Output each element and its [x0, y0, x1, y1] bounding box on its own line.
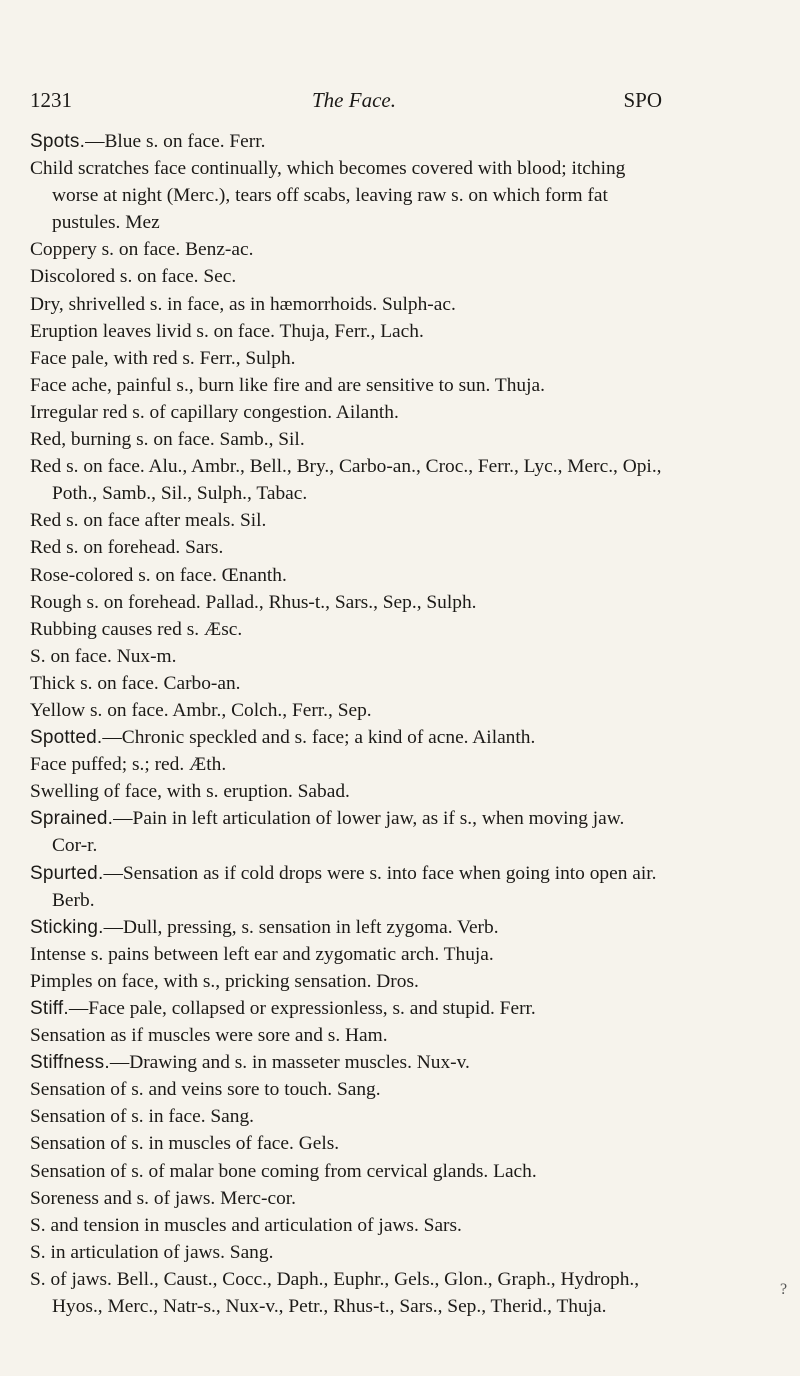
entry-heading: Spots.: [30, 131, 86, 152]
repertory-entries: [30, 128, 662, 1320]
entry-sub: [30, 941, 662, 968]
entry-sub: [30, 534, 662, 561]
entry-heading: Spurted.: [30, 862, 104, 884]
entry-sub: [30, 1158, 662, 1185]
entry-text: —Chronic speckled and s. face; a kind of acne. Ailanth.: [102, 727, 536, 749]
entry-heading: Sticking.: [30, 916, 104, 938]
entry-text: Sensation of s. in muscles of face. Gels.: [30, 1133, 340, 1155]
entry-heading: Sprained.: [30, 808, 114, 830]
entry-text: Irregular red s. of capillary congestion. Ailanth.: [30, 401, 399, 423]
entry-text: Pimples on face, with s., pricking sensation. Dros.: [30, 970, 419, 992]
entry-sub: [30, 778, 662, 805]
entry-sub: [30, 318, 662, 345]
entry-text: —Face pale, collapsed or expressionless, s. and stupid. Ferr.: [68, 998, 536, 1019]
entry-text: S. of jaws. Bell., Caust., Cocc., Daph., Euphr., Gels., Glon., Graph., Hydroph., Hyos., Merc., Natr-s., Nux-v., Petr., Rhus-t., Sars., Sep., Therid., Thuja.: [30, 1268, 640, 1318]
entry-sub: [30, 1022, 662, 1049]
page-header: [30, 86, 662, 114]
entry-text: Sensation of s. of malar bone coming from cervical glands. Lach.: [30, 1160, 537, 1182]
page-number: 1231: [30, 88, 72, 112]
entry-text: S. and tension in muscles and articulation of jaws. Sars.: [30, 1214, 462, 1236]
entry-sub: [30, 1130, 662, 1157]
entry-heading: Stiffness.: [30, 1052, 110, 1074]
entry-sub: [30, 236, 662, 263]
entry-text: Red s. on face. Alu., Ambr., Bell., Bry., Carbo-an., Croc., Ferr., Lyc., Merc., Opi., Poth., Samb., Sil., Sulph., Tabac.: [30, 456, 662, 505]
entry-main: [30, 914, 662, 941]
entry-sub: [30, 507, 662, 534]
entry-text: Sensation of s. and veins sore to touch. Sang.: [30, 1079, 381, 1101]
entry-text: Intense s. pains between left ear and zygomatic arch. Thuja.: [30, 943, 494, 965]
entry-text: Red, burning s. on face. Samb., Sil.: [30, 429, 305, 451]
entry-text: Face ache, painful s., burn like fire and are sensitive to sun. Thuja.: [30, 374, 545, 396]
entry-heading: Stiff.: [30, 998, 69, 1019]
entry-sub: [30, 697, 662, 724]
entry-text: Discolored s. on face. Sec.: [30, 266, 237, 288]
entry-sub: [30, 399, 662, 426]
entry-main: [30, 128, 662, 155]
entry-text: —Drawing and s. in masseter muscles. Nux-v.: [109, 1052, 470, 1074]
entry-sub: [30, 1076, 662, 1103]
entry-text: Soreness and s. of jaws. Merc-cor.: [30, 1187, 297, 1209]
entry-sub: [30, 643, 662, 670]
entry-sub: [30, 589, 662, 616]
margin-mark: ?: [780, 1281, 788, 1298]
entry-sub: [30, 263, 662, 290]
entry-text: Thick s. on face. Carbo-an.: [30, 672, 241, 694]
entry-sub: [30, 155, 662, 236]
entry-sub: [30, 1239, 662, 1266]
entry-sub: [30, 968, 662, 995]
entry-text: Swelling of face, with s. eruption. Sabad.: [30, 781, 350, 803]
entry-text: Rubbing causes red s. Æsc.: [30, 618, 243, 640]
entry-text: Eruption leaves livid s. on face. Thuja, Ferr., Lach.: [30, 320, 424, 342]
entry-text: Red s. on forehead. Sars.: [30, 537, 224, 559]
entry-main: [30, 805, 662, 859]
entry-text: —Dull, pressing, s. sensation in left zygoma. Verb.: [103, 916, 499, 938]
entry-sub: [30, 291, 662, 318]
entry-sub: [30, 616, 662, 643]
entry-text: Sensation as if muscles were sore and s. Ham.: [30, 1025, 388, 1047]
entry-main: [30, 860, 662, 914]
entry-sub: [30, 1185, 662, 1212]
entry-text: Child scratches face continually, which becomes covered with blood; itching worse at night (Merc.), tears off scabs, leaving raw s. on which form fat pustules. Mez: [30, 158, 626, 234]
entry-text: —Pain in left articulation of lower jaw, as if s., when moving jaw. Cor-r.: [52, 808, 625, 857]
entry-text: Dry, shrivelled s. in face, as in hæmorrhoids. Sulph-ac.: [30, 293, 456, 315]
entry-main: [30, 995, 662, 1022]
entry-sub: [30, 345, 662, 372]
entry-sub: [30, 751, 662, 778]
entry-sub: [30, 453, 662, 507]
entry-text: Face pale, with red s. Ferr., Sulph.: [30, 347, 296, 369]
entry-text: Face puffed; s.; red. Æth.: [30, 754, 227, 776]
entry-sub: [30, 426, 662, 453]
entry-text: Rose-colored s. on face. Œnanth.: [30, 564, 287, 586]
entry-text: Red s. on face after meals. Sil.: [30, 510, 267, 532]
running-title: The Face.: [312, 88, 396, 112]
entry-sub: [30, 562, 662, 589]
entry-sub: [30, 670, 662, 697]
entry-main: [30, 1049, 662, 1076]
entry-text: Coppery s. on face. Benz-ac.: [30, 239, 254, 261]
entry-sub: [30, 1212, 662, 1239]
entry-text: S. on face. Nux-m.: [30, 645, 177, 667]
entry-text: Yellow s. on face. Ambr., Colch., Ferr., Sep.: [30, 699, 372, 721]
entry-main: [30, 724, 662, 751]
entry-text: Rough s. on forehead. Pallad., Rhus-t., Sars., Sep., Sulph.: [30, 591, 477, 613]
entry-heading: Spotted.: [30, 727, 103, 749]
entry-text: —Sensation as if cold drops were s. into face when going into open air. Berb.: [52, 862, 657, 911]
entry-sub: [30, 1266, 662, 1320]
entry-sub: [30, 372, 662, 399]
guide-word: SPO: [623, 88, 662, 112]
entry-sub: [30, 1103, 662, 1130]
entry-text: Sensation of s. in face. Sang.: [30, 1106, 255, 1128]
entry-text: —Blue s. on face. Ferr.: [85, 131, 266, 152]
entry-text: S. in articulation of jaws. Sang.: [30, 1241, 274, 1263]
